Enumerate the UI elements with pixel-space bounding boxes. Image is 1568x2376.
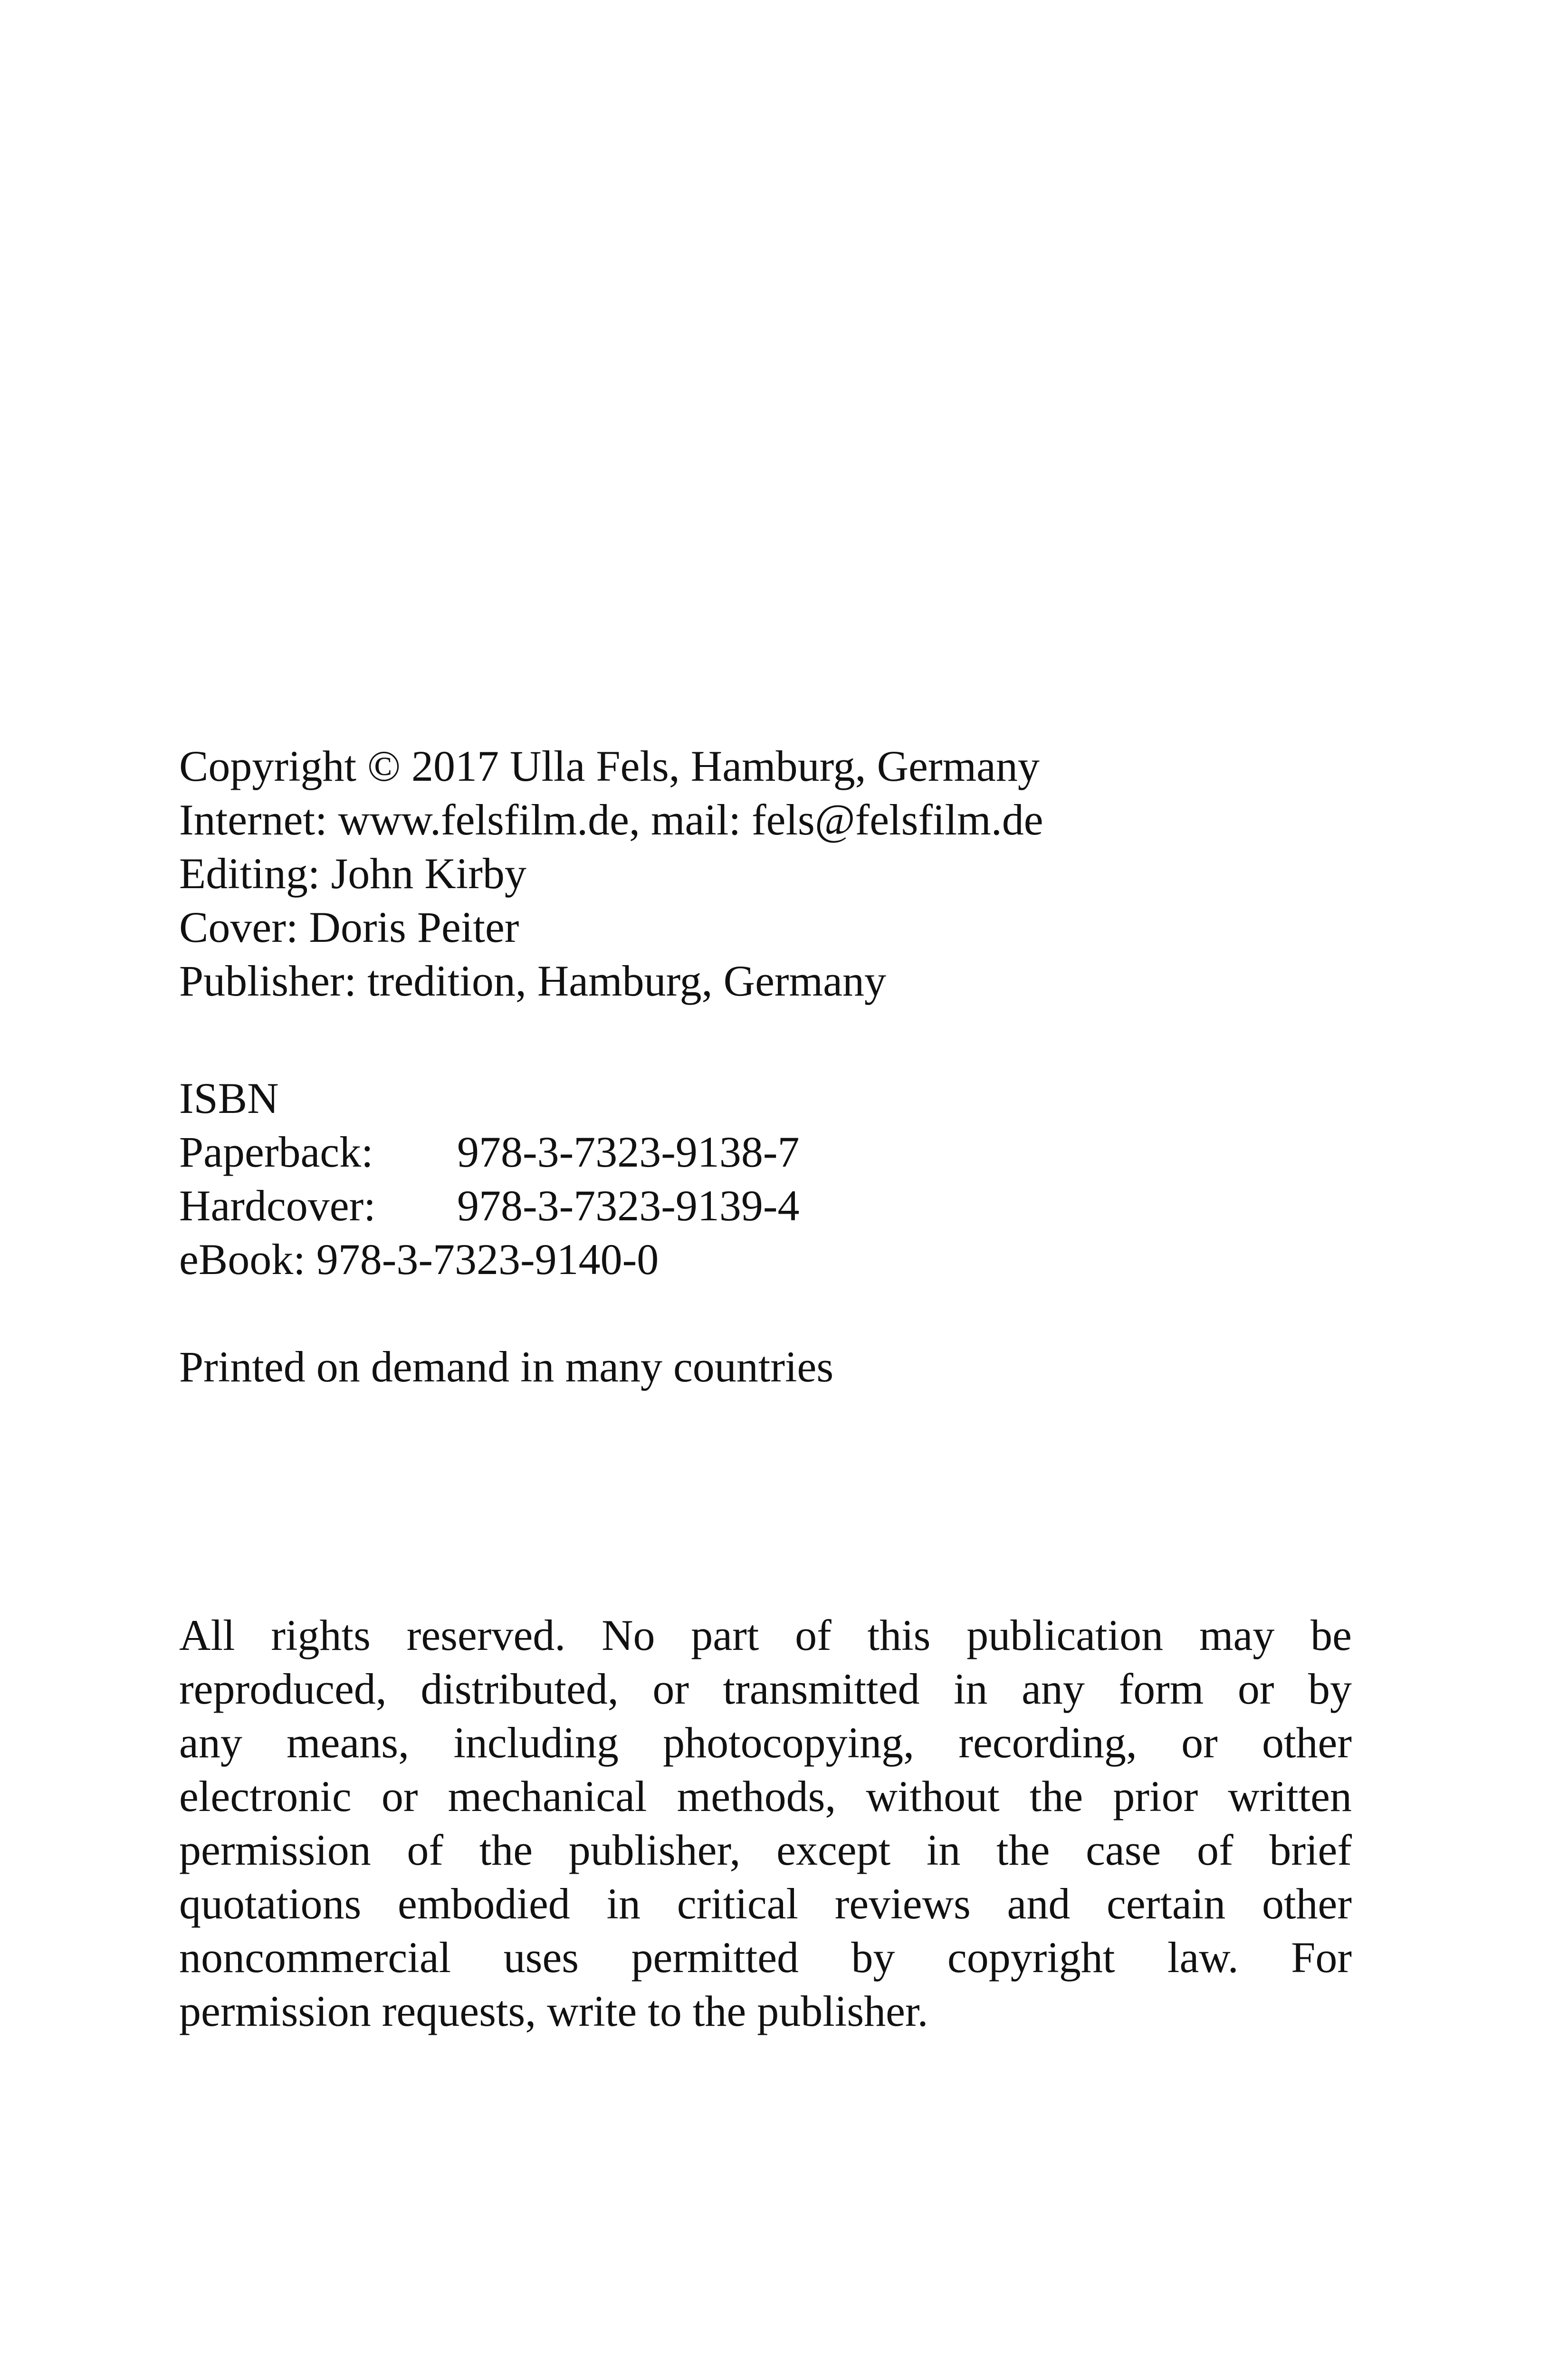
rights-line: permission requests, write to the publisher. [179,1987,928,2035]
internet-line: Internet: www.felsfilm.de, mail: fels@felsfilm.de [179,795,1043,844]
isbn-heading: ISBN [179,1074,279,1122]
ebook-isbn-line: eBook: 978-3-7323-9140-0 [179,1235,659,1284]
printed-note-block [179,1340,1352,1394]
rights-line: quotations embodied in critical reviews and certain other [179,1879,1352,1928]
editing-line: Editing: John Kirby [179,849,526,898]
hardcover-label: Hardcover: [179,1181,376,1230]
printed-on-demand-line: Printed on demand in many countries [179,1342,834,1391]
rights-line: permission of the publisher, except in the case of brief [179,1826,1352,1874]
copyright-line: Copyright © 2017 Ulla Fels, Hamburg, Germany [179,742,1040,790]
rights-line: All rights reserved. No part of this publication may be [179,1611,1352,1659]
rights-line: reproduced, distributed, or transmitted in any form or by [179,1665,1352,1713]
rights-paragraph [179,1609,1352,2038]
rights-line: electronic or mechanical methods, without the prior written [179,1772,1352,1820]
paperback-label: Paperback: [179,1128,373,1176]
isbn-paperback-row [179,1125,1352,1179]
paperback-isbn: 978-3-7323-9138-7 [457,1128,800,1176]
isbn-hardcover-row [179,1179,1352,1233]
hardcover-isbn: 978-3-7323-9139-4 [457,1181,800,1230]
isbn-block [179,1072,1352,1286]
rights-line: any means, including photocopying, recording, or other [179,1718,1352,1767]
publisher-line: Publisher: tredition, Hamburg, Germany [179,957,886,1005]
credits-block [179,739,1352,1008]
rights-line: noncommercial uses permitted by copyright law. For [179,1933,1352,1982]
cover-line: Cover: Doris Peiter [179,903,519,951]
